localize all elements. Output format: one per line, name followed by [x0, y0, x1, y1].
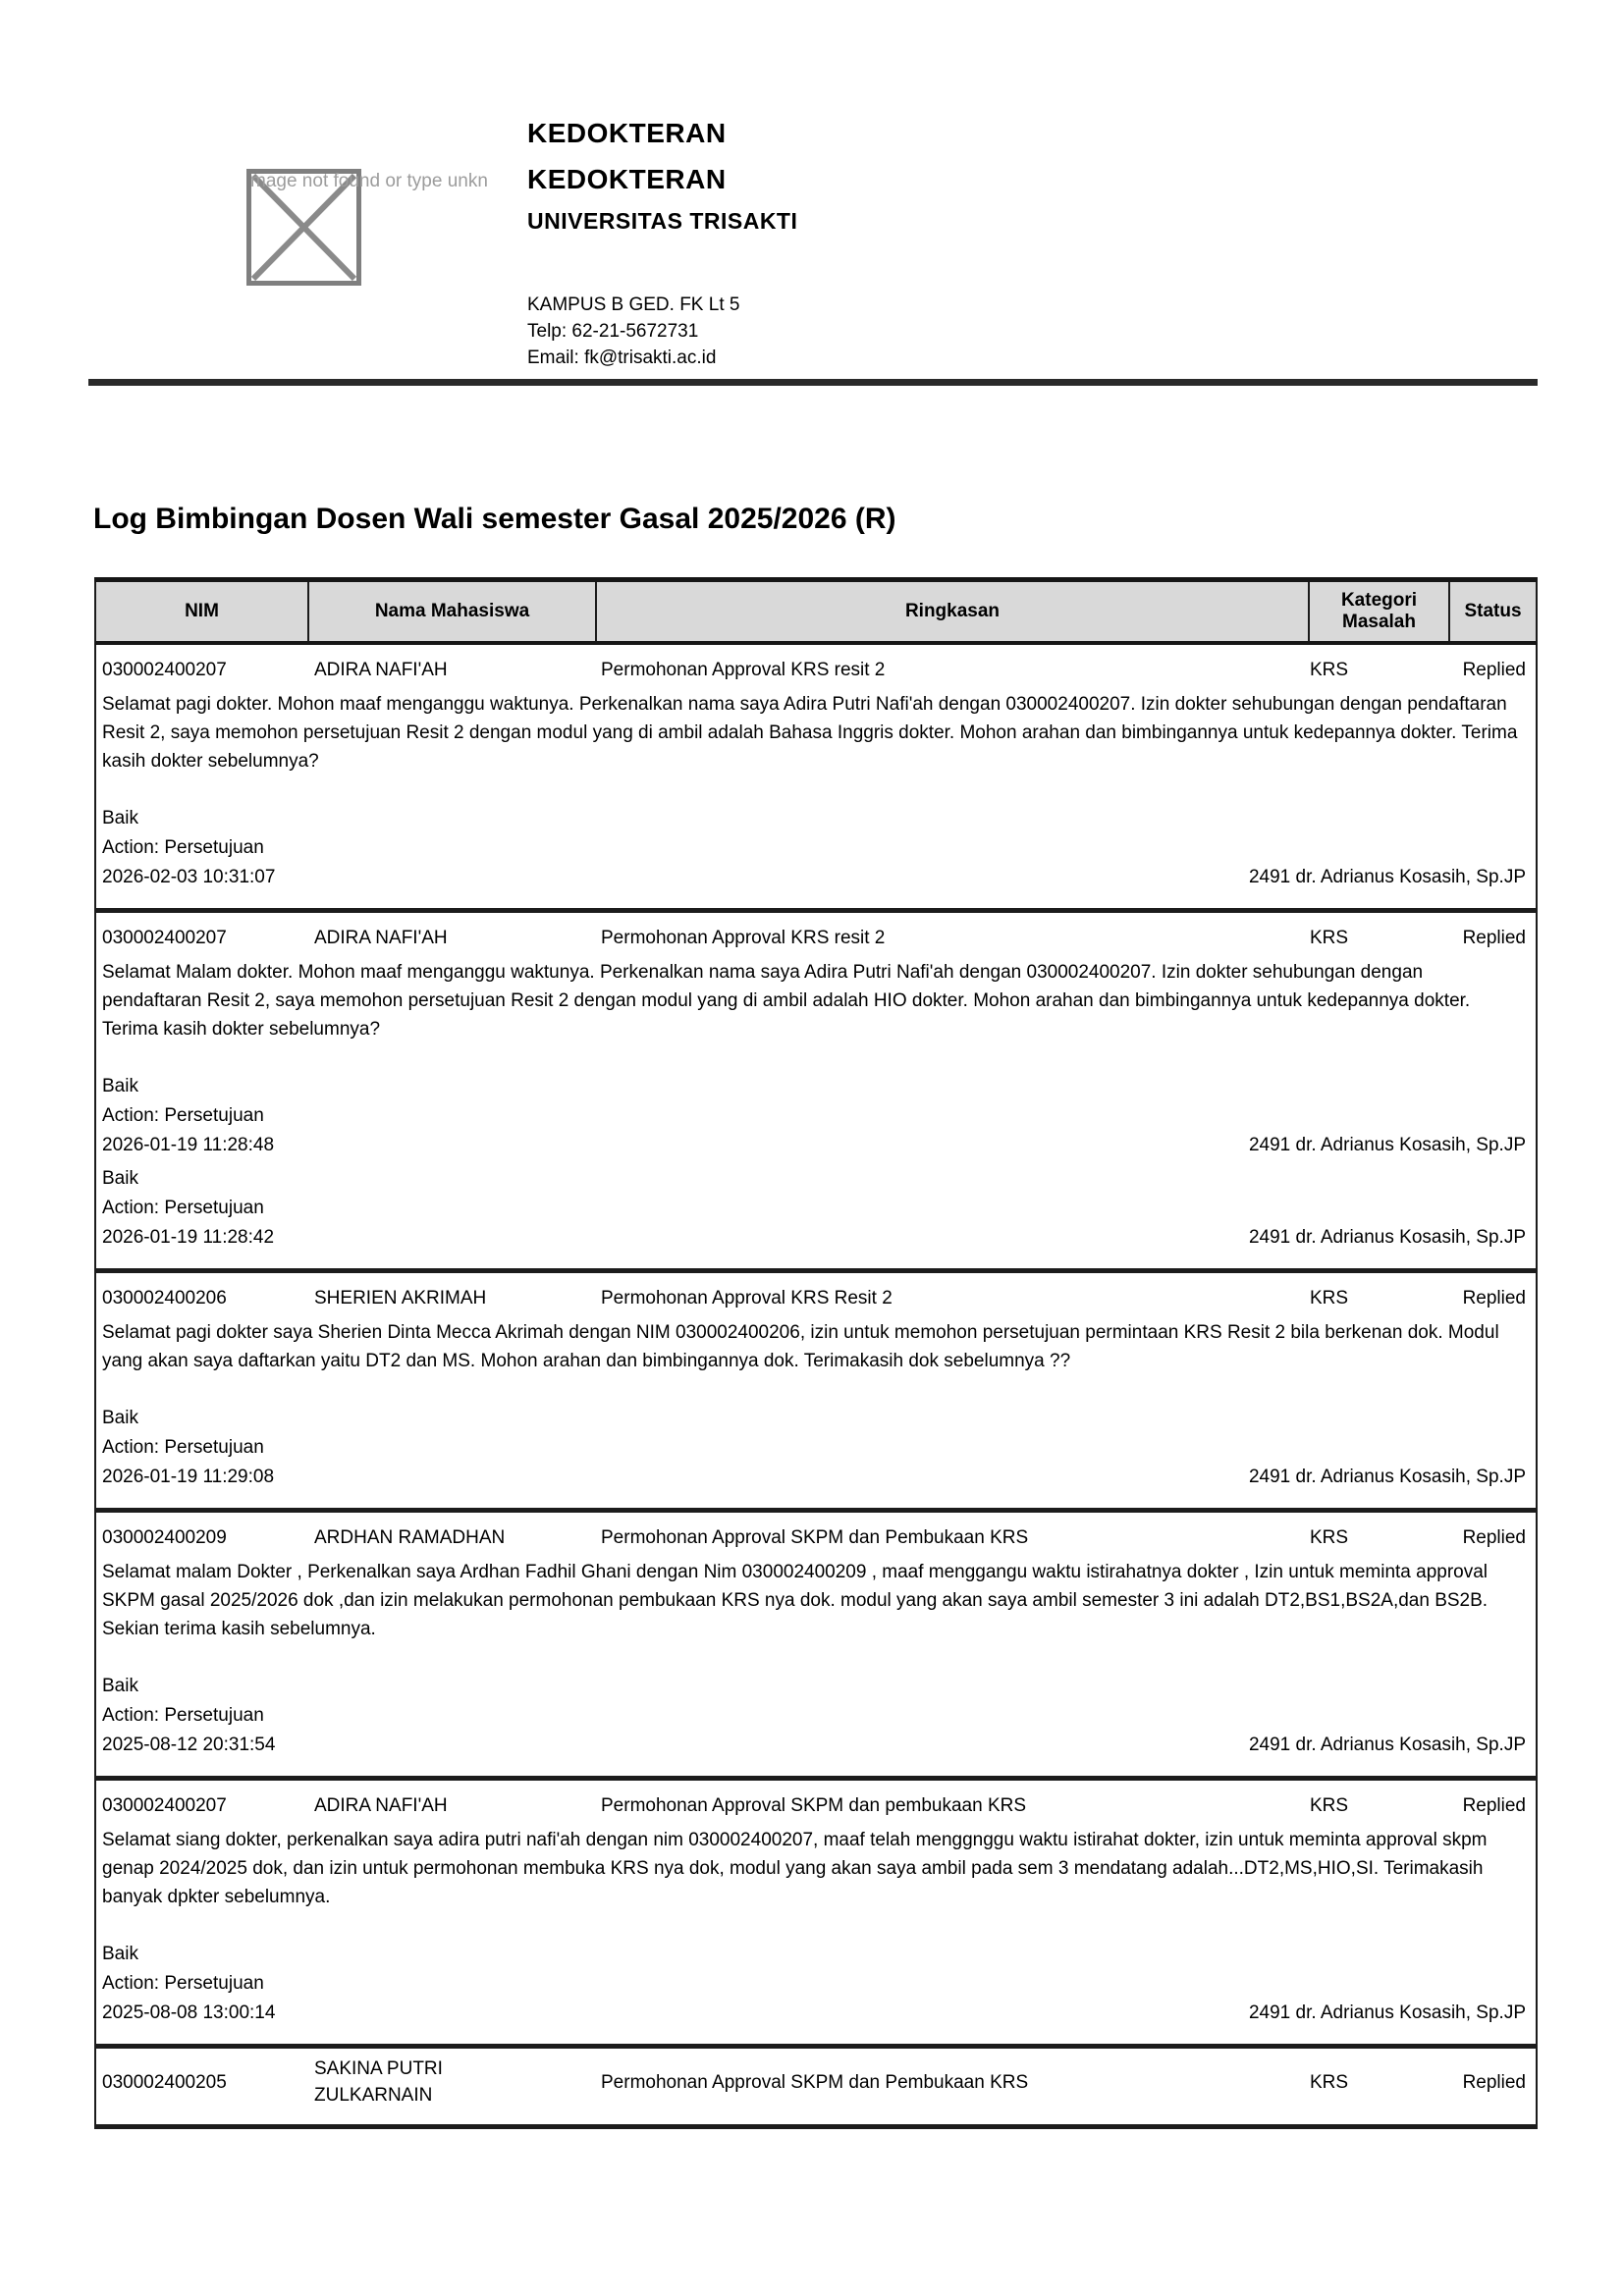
entry-category: KRS: [1310, 1794, 1349, 1816]
entry-status: Replied: [1462, 1526, 1526, 1548]
reply-advisor: 2491 dr. Adrianus Kosasih, Sp.JP: [1248, 1467, 1526, 1487]
reply-note: Baik: [102, 1168, 138, 1189]
entry-reply: [96, 1072, 1536, 1160]
reply-footer-line: [96, 863, 1536, 892]
reply-action: Action: Persetujuan: [102, 1198, 264, 1218]
entry-status: Replied: [1462, 1794, 1526, 1816]
reply-timestamp: 2025-08-12 20:31:54: [102, 1735, 276, 1755]
column-header-ringkasan: Ringkasan: [595, 582, 1308, 641]
reply-footer-line: [96, 1731, 1536, 1760]
entry-replies: [96, 1940, 1536, 2028]
entry-message: Selamat pagi dokter. Mohon maaf menganggu waktunya. Perkenalkan nama saya Adira Putri Nafi'ah dengan 030002400207. Izin dokter sehubungan dengan pendaftaran Resit 2, saya memohon persetujuan Resit 2 dengan modul yang di ambil adalah Bahasa Inggris dokter. Mohon arahan dan bimbingannya untuk kedepannya dokter. Terima kasih dokter sebelumnya?: [102, 694, 1518, 772]
reply-action: Action: Persetujuan: [102, 1437, 264, 1458]
reply-timestamp: 2026-01-19 11:28:48: [102, 1135, 275, 1155]
table-header-row: [94, 582, 1538, 645]
entry-replies: [96, 1672, 1536, 1760]
reply-note: Baik: [102, 1076, 138, 1096]
entry-status: Replied: [1462, 659, 1526, 680]
reply-advisor: 2491 dr. Adrianus Kosasih, Sp.JP: [1248, 1735, 1526, 1755]
entry-reply: [96, 1940, 1536, 2028]
entry-row: [96, 2049, 1536, 2109]
entry-summary: Permohonan Approval SKPM dan Pembukaan KRS: [601, 2071, 1029, 2093]
entry-nim: 030002400207: [102, 1794, 227, 1816]
reply-note: Baik: [102, 1408, 138, 1428]
reply-note: Baik: [102, 808, 138, 828]
reply-note: Baik: [102, 1944, 138, 1964]
log-entry: [94, 2049, 1538, 2129]
entry-summary: Permohonan Approval KRS resit 2: [601, 659, 886, 680]
entry-reply: [96, 1164, 1536, 1253]
faculty-name: KEDOKTERAN: [527, 164, 727, 194]
reply-timestamp: 2026-01-19 11:29:08: [102, 1467, 275, 1487]
entry-student-name: SAKINA PUTRI ZULKARNAIN: [314, 2058, 443, 2106]
reply-advisor: 2491 dr. Adrianus Kosasih, Sp.JP: [1248, 2002, 1526, 2023]
entry-replies: [96, 1404, 1536, 1492]
contact-block: [527, 292, 739, 371]
entry-message: Selamat malam Dokter , Perkenalkan saya Ardhan Fadhil Ghani dengan Nim 030002400209 , maaf menggangu waktu istirahatnya dokter , Izin untuk meminta approval SKPM gasal 2025/2026 dok ,dan izin melakukan permohonan pembukaan KRS nya dok. modul yang akan saya ambil semester 3 ini adalah DT2,BS1,BS2A,dan BS2B. Sekian terima kasih sebelumnya.: [102, 1562, 1489, 1639]
entry-student-name: ADIRA NAFI'AH: [314, 659, 448, 680]
entry-nim: 030002400206: [102, 1287, 227, 1308]
reply-timestamp: 2025-08-08 13:00:14: [102, 2002, 276, 2023]
entry-status: Replied: [1462, 1287, 1526, 1308]
log-table: [94, 577, 1538, 2129]
university-name: UNIVERSITAS TRISAKTI: [527, 208, 798, 234]
column-header-status: Status: [1448, 582, 1536, 641]
column-header-nama: Nama Mahasiswa: [307, 582, 595, 641]
entry-replies: [96, 804, 1536, 892]
reply-action: Action: Persetujuan: [102, 1705, 264, 1726]
entry-reply: [96, 1404, 1536, 1492]
entry-student-name: ADIRA NAFI'AH: [314, 1794, 448, 1816]
reply-action: Action: Persetujuan: [102, 1973, 264, 1994]
reply-footer-line: [96, 1131, 1536, 1160]
entry-category: KRS: [1310, 927, 1349, 948]
entry-replies: [96, 1072, 1536, 1253]
entry-category: KRS: [1310, 1287, 1349, 1308]
entry-nim: 030002400207: [102, 659, 227, 680]
reply-action: Action: Persetujuan: [102, 1105, 264, 1126]
reply-note: Baik: [102, 1676, 138, 1696]
entry-summary: Permohonan Approval KRS resit 2: [601, 927, 886, 948]
log-entry: [94, 1273, 1538, 1513]
entry-student-name: SHERIEN AKRIMAH: [314, 1287, 487, 1308]
campus-address: KAMPUS B GED. FK Lt 5: [527, 294, 740, 315]
letterhead: [527, 118, 797, 235]
entry-message: Selamat siang dokter, perkenalkan saya adira putri nafi'ah dengan nim 030002400207, maaf telah menggnggu waktu istirahat dokter, izin untuk meminta approval skpm genap 2024/2025 dok, dan izin untuk permohonan membuka KRS nya dok, modul yang akan saya ambil pada sem 3 mendatang adalah...DT2,MS,HIO,SI. Terimakasih banyak dpkter sebelumnya.: [102, 1830, 1488, 1907]
reply-footer-line: [96, 1223, 1536, 1253]
broken-image-text: mage not found or type unkn: [250, 171, 488, 191]
entry-category: KRS: [1310, 1526, 1349, 1548]
page-title: Log Bimbingan Dosen Wali semester Gasal 2025/2026 (R): [93, 503, 896, 535]
entry-row: [96, 645, 1536, 687]
entry-summary: Permohonan Approval SKPM dan pembukaan KRS: [601, 1794, 1027, 1816]
entry-reply: [96, 804, 1536, 892]
table-body: [94, 645, 1538, 2129]
entry-summary: Permohonan Approval SKPM dan Pembukaan KRS: [601, 1526, 1029, 1548]
log-entry: [94, 645, 1538, 913]
entry-category: KRS: [1310, 659, 1349, 680]
phone-line: Telp: 62-21-5672731: [527, 321, 699, 342]
entry-nim: 030002400209: [102, 1526, 227, 1548]
entry-nim: 030002400205: [102, 2071, 227, 2093]
entry-row: [96, 1513, 1536, 1555]
reply-advisor: 2491 dr. Adrianus Kosasih, Sp.JP: [1248, 867, 1526, 887]
reply-footer-line: [96, 1463, 1536, 1492]
reply-advisor: 2491 dr. Adrianus Kosasih, Sp.JP: [1248, 1227, 1526, 1248]
entry-student-name: ADIRA NAFI'AH: [314, 927, 448, 948]
entry-summary: Permohonan Approval KRS Resit 2: [601, 1287, 893, 1308]
entry-row: [96, 1273, 1536, 1315]
reply-advisor: 2491 dr. Adrianus Kosasih, Sp.JP: [1248, 1135, 1526, 1155]
entry-student-name: ARDHAN RAMADHAN: [314, 1526, 506, 1548]
entry-status: Replied: [1462, 927, 1526, 948]
reply-action: Action: Persetujuan: [102, 837, 264, 858]
reply-timestamp: 2026-02-03 10:31:07: [102, 867, 276, 887]
log-entry: [94, 1781, 1538, 2049]
email-line: Email: fk@trisakti.ac.id: [527, 347, 717, 368]
header-divider: [88, 379, 1538, 386]
faculty-name-top: KEDOKTERAN: [527, 118, 727, 148]
entry-row: [96, 1781, 1536, 1823]
column-header-nim: NIM: [185, 601, 219, 621]
log-entry: [94, 913, 1538, 1273]
entry-category: KRS: [1310, 2071, 1349, 2093]
entry-status: Replied: [1462, 2071, 1526, 2093]
entry-nim: 030002400207: [102, 927, 227, 948]
entry-message: Selamat pagi dokter saya Sherien Dinta Mecca Akrimah dengan NIM 030002400206, izin untuk memohon persetujuan permintaan KRS Resit 2 bila berkenan dok. Modul yang akan saya daftarkan yaitu DT2 dan MS. Mohon arahan dan bimbingannya dok. Terimakasih dok sebelumnya ??: [102, 1322, 1499, 1371]
log-entry: [94, 1513, 1538, 1781]
reply-footer-line: [96, 1999, 1536, 2028]
reply-timestamp: 2026-01-19 11:28:42: [102, 1227, 275, 1248]
entry-row: [96, 913, 1536, 955]
entry-reply: [96, 1672, 1536, 1760]
entry-message: Selamat Malam dokter. Mohon maaf menganggu waktunya. Perkenalkan nama saya Adira Putri Nafi'ah dengan 030002400207. Izin dokter sehubungan dengan pendaftaran Resit 2, saya memohon persetujuan Resit 2 dengan modul yang di ambil adalah HIO dokter. Mohon arahan dan bimbingannya untuk kedepannya dokter. Terima kasih dokter sebelumnya?: [102, 962, 1471, 1040]
column-header-kategori: Kategori Masalah: [1308, 582, 1448, 641]
